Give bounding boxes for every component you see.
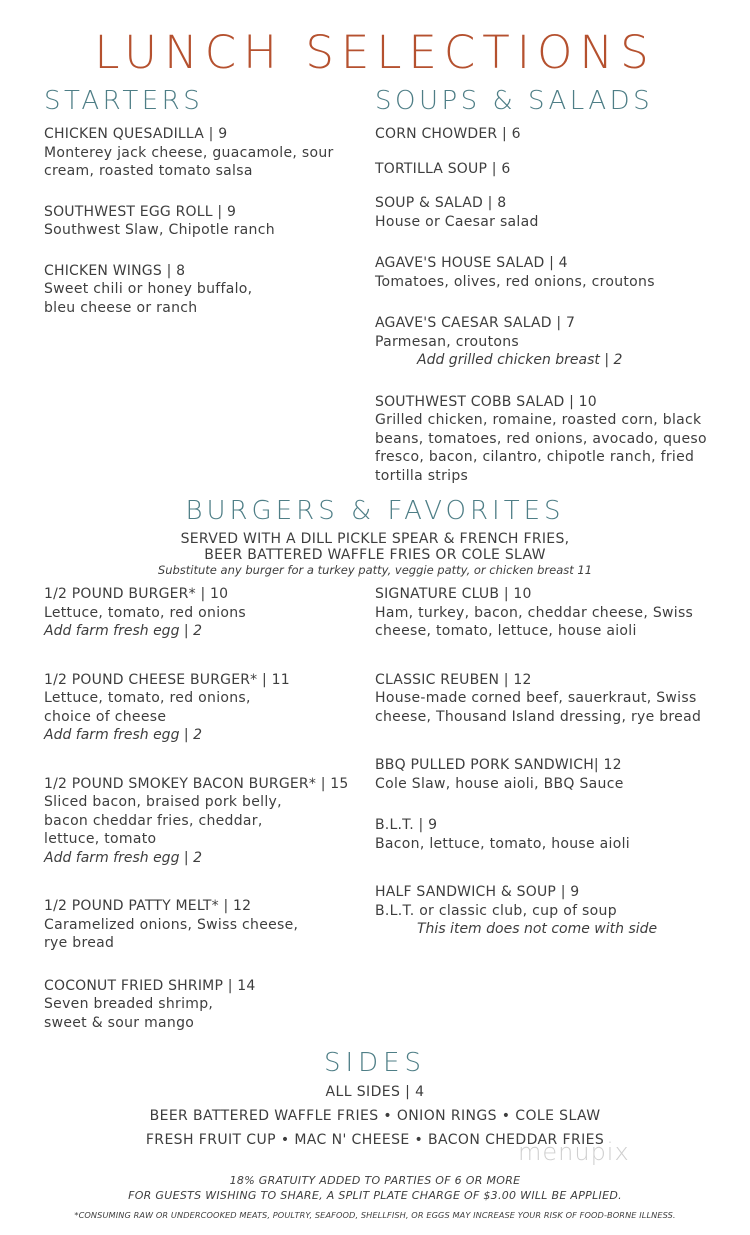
menu-item <box>44 897 384 953</box>
menu-item <box>375 883 725 939</box>
starters-heading: STARTERS <box>44 86 204 116</box>
menu-item <box>375 756 725 793</box>
item-desc: cream, roasted tomato salsa <box>44 163 253 179</box>
item-name: 1/2 POUND BURGER* | 10 <box>44 586 229 602</box>
sides-heading: SIDES <box>323 1048 427 1078</box>
menu-item <box>375 585 725 641</box>
menu-item <box>44 585 384 641</box>
item-name: CLASSIC REUBEN | 12 <box>375 671 532 688</box>
item-desc: Sliced bacon, braised pork belly, <box>44 794 282 810</box>
item-name: CORN CHOWDER | 6 <box>375 126 521 142</box>
item-note: Add farm fresh egg | 2 <box>44 849 202 866</box>
watermark-logo: menupix <box>518 1138 630 1166</box>
item-desc: cheese, tomato, lettuce, house aioli <box>375 623 637 639</box>
item-name: HALF SANDWICH & SOUP | 9 <box>375 884 580 900</box>
menu-item <box>44 125 384 181</box>
menu-item <box>44 775 384 868</box>
item-name: 1/2 POUND SMOKEY BACON BURGER* | 15 <box>44 775 349 792</box>
substitute-note: Substitute any burger for a turkey patty, veggie patty, or chicken breast 11 <box>157 563 593 577</box>
item-note: Add farm fresh egg | 2 <box>44 727 202 743</box>
split-plate-note: FOR GUESTS WISHING TO SHARE, A SPLIT PLATE CHARGE OF $3.00 WILL BE APPLIED. <box>128 1189 622 1202</box>
item-desc: cheese, Thousand Island dressing, rye bread <box>375 708 702 725</box>
soups-salads-heading: SOUPS & SALADS <box>375 86 654 116</box>
burgers-heading: BURGERS & FAVORITES <box>185 496 565 526</box>
item-desc: Caramelized onions, Swiss cheese, <box>44 916 299 933</box>
item-desc: lettuce, tomato <box>44 831 157 847</box>
burgers-subtitle: BEER BATTERED WAFFLE FRIES OR COLE SLAW <box>204 547 546 563</box>
item-desc: Southwest Slaw, Chipotle ranch <box>44 222 275 238</box>
menu-item <box>375 254 725 291</box>
sides-line-2: FRESH FRUIT CUP • MAC N' CHEESE • BACON CHEDDAR FRIES <box>145 1132 605 1148</box>
item-desc: fresco, bacon, cilantro, chipotle ranch, fried <box>375 449 695 465</box>
item-note: This item does not come with side <box>417 921 658 937</box>
menu-item <box>375 393 725 486</box>
menu-item <box>375 314 725 370</box>
item-desc: Tomatoes, olives, red onions, croutons <box>375 273 655 290</box>
burgers-subtitle: SERVED WITH A DILL PICKLE SPEAR & FRENCH FRIES, <box>180 531 570 547</box>
item-name: B.L.T. | 9 <box>375 817 438 833</box>
item-name: CHICKEN QUESADILLA | 9 <box>44 126 228 142</box>
menu-item <box>375 160 725 179</box>
food-safety-disclaimer: *CONSUMING RAW OR UNDERCOOKED MEATS, POULTRY, SEAFOOD, SHELLFISH, OR EGGS MAY INCREASE YOUR RISK OF FOOD-BORNE ILLNESS. <box>74 1210 676 1220</box>
gratuity-note: 18% GRATUITY ADDED TO PARTIES OF 6 OR MORE <box>229 1174 521 1187</box>
starters-list <box>44 125 384 317</box>
item-desc: Monterey jack cheese, guacamole, sour <box>44 144 334 161</box>
item-desc: B.L.T. or classic club, cup of soup <box>375 902 617 919</box>
item-desc: Seven breaded shrimp, <box>44 996 214 1012</box>
menu-item <box>375 125 725 144</box>
item-desc: bacon cheddar fries, cheddar, <box>44 812 263 829</box>
item-desc: choice of cheese <box>44 708 167 725</box>
item-name: TORTILLA SOUP | 6 <box>375 160 511 177</box>
soups-salads-list <box>375 125 725 485</box>
page-title: LUNCH SELECTIONS <box>94 26 656 79</box>
item-name: SOUTHWEST COBB SALAD | 10 <box>375 393 597 410</box>
item-note: Add farm fresh egg | 2 <box>44 623 202 639</box>
item-desc: bleu cheese or ranch <box>44 299 198 316</box>
item-desc: rye bread <box>44 935 115 951</box>
item-name: 1/2 POUND PATTY MELT* | 12 <box>44 898 252 914</box>
burgers-left-list <box>44 585 384 1032</box>
item-name: AGAVE'S HOUSE SALAD | 4 <box>375 255 568 271</box>
item-name: SOUP & SALAD | 8 <box>375 195 507 211</box>
item-desc: Grilled chicken, romaine, roasted corn, black <box>375 412 702 428</box>
menu-item <box>44 203 384 240</box>
menu-item <box>375 816 725 853</box>
menu-item <box>44 977 384 1033</box>
sides-line-1: BEER BATTERED WAFFLE FRIES • ONION RINGS • COLE SLAW <box>149 1108 601 1124</box>
item-desc: Parmesan, croutons <box>375 333 520 350</box>
menu-item <box>44 671 384 745</box>
item-desc: beans, tomatoes, red onions, avocado, queso <box>375 430 707 447</box>
item-desc: House or Caesar salad <box>375 213 539 230</box>
menu-item <box>375 194 725 231</box>
item-desc: tortilla strips <box>375 467 469 484</box>
item-name: AGAVE'S CAESAR SALAD | 7 <box>375 315 576 331</box>
burgers-right-list <box>375 585 725 939</box>
item-name: SIGNATURE CLUB | 10 <box>375 586 532 602</box>
item-name: BBQ PULLED PORK SANDWICH| 12 <box>375 757 622 773</box>
item-name: COCONUT FRIED SHRIMP | 14 <box>44 977 256 994</box>
item-name: CHICKEN WINGS | 8 <box>44 262 186 279</box>
menu-item <box>375 671 725 727</box>
item-desc: sweet & sour mango <box>44 1014 195 1031</box>
item-desc: Cole Slaw, house aioli, BBQ Sauce <box>375 775 624 792</box>
item-name: SOUTHWEST EGG ROLL | 9 <box>44 203 237 220</box>
menu-item <box>44 262 384 318</box>
item-desc: Bacon, lettuce, tomato, house aioli <box>375 835 630 852</box>
item-desc: Lettuce, tomato, red onions, <box>44 690 251 706</box>
item-desc: Ham, turkey, bacon, cheddar cheese, Swiss <box>375 604 694 621</box>
item-desc: Sweet chili or honey buffalo, <box>44 281 253 297</box>
item-note: Add grilled chicken breast | 2 <box>417 352 623 368</box>
item-desc: House-made corned beef, sauerkraut, Swiss <box>375 690 697 706</box>
sides-price: ALL SIDES | 4 <box>325 1084 425 1100</box>
item-desc: Lettuce, tomato, red onions <box>44 604 247 621</box>
item-name: 1/2 POUND CHEESE BURGER* | 11 <box>44 671 290 688</box>
